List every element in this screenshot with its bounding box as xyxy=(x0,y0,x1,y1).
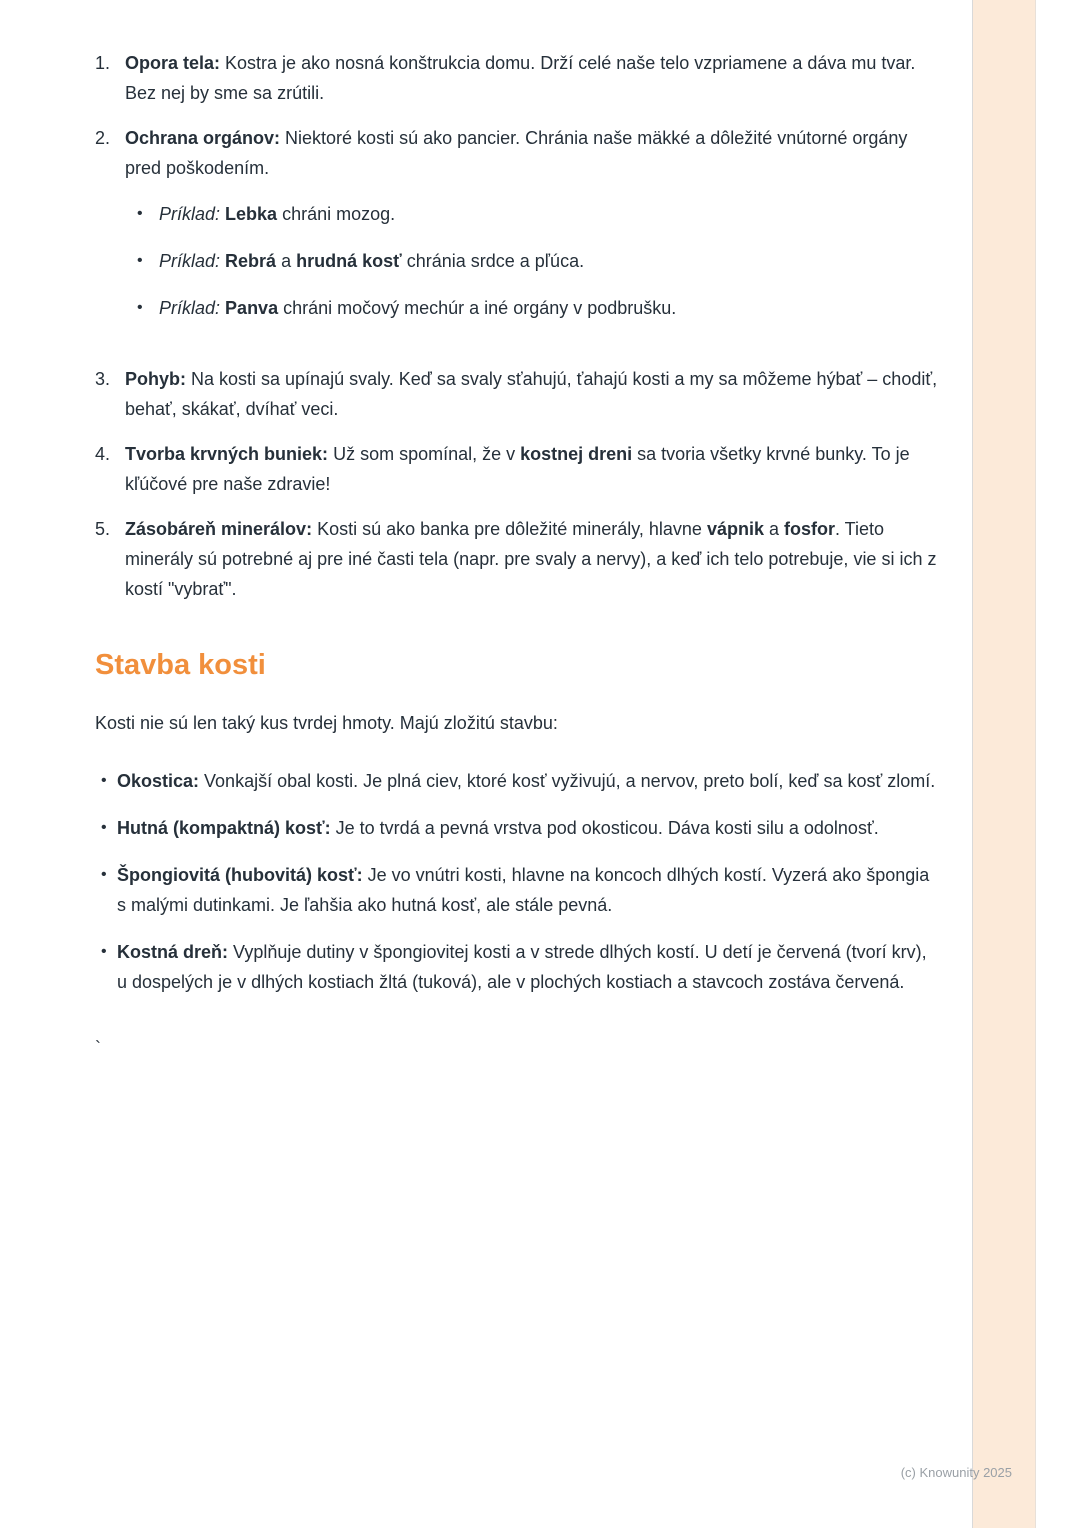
item-text: Okostica: Vonkajší obal kosti. Je plná ciev, ktoré kosť vyživujú, a nervov, preto bolí, keď sa kosť zlomí. xyxy=(117,771,936,791)
stray-character: ` xyxy=(95,1038,101,1058)
item-text: Pohyb: Na kosti sa upínajú svaly. Keď sa svaly sťahujú, ťahajú kosti a my sa môžeme hýbať – chodiť, behať, skákať, dvíhať veci. xyxy=(125,369,938,419)
bullet-icon: • xyxy=(101,819,107,836)
sub-list-item xyxy=(137,199,940,229)
list-item xyxy=(95,937,940,997)
footer-credit: (c) Knowunity 2025 xyxy=(900,1465,1012,1480)
list-item xyxy=(95,860,940,920)
list-item xyxy=(95,123,940,340)
sub-item-text: Príklad: Panva chráni močový mechúr a iné orgány v podbrušku. xyxy=(159,298,677,318)
sub-list-item xyxy=(137,246,940,276)
item-text: Opora tela: Kostra je ako nosná konštrukcia domu. Drží celé naše telo vzpriamene a dáva mu tvar. Bez nej by sme sa zrútili. xyxy=(125,53,916,103)
item-text xyxy=(125,123,940,340)
item-number: 2. xyxy=(95,128,111,148)
item-number: 3. xyxy=(95,369,111,389)
sub-list-item xyxy=(137,293,940,323)
item-number: 1. xyxy=(95,53,111,73)
item-number: 4. xyxy=(95,444,111,464)
bullet-icon: • xyxy=(137,252,143,269)
bullet-icon: • xyxy=(101,772,107,789)
section-heading: Stavba kosti xyxy=(95,649,266,681)
bullet-icon: • xyxy=(101,943,107,960)
bullet-icon: • xyxy=(101,866,107,883)
sub-bullet-list xyxy=(137,199,940,323)
item-text: Špongiovitá (hubovitá) kosť: Je vo vnútri kosti, hlavne na koncoch dlhých kostí. Vyzerá ako špongia s malými dutinkami. Je ľahšia ako hutná kosť, ale stále pevná. xyxy=(117,865,930,915)
sub-item-text: Príklad: Rebrá a hrudná kosť chránia srdce a pľúca. xyxy=(159,251,585,271)
list-item xyxy=(95,364,940,424)
bullet-list xyxy=(95,766,940,997)
item-text: Tvorba krvných buniek: Už som spomínal, že v kostnej dreni sa tvoria všetky krvné bunky. To je kľúčové pre naše zdravie! xyxy=(125,444,910,494)
list-item xyxy=(95,439,940,499)
item-number: 5. xyxy=(95,519,111,539)
item-text-runs: Ochrana orgánov: Niektoré kosti sú ako pancier. Chránia naše mäkké a dôležité vnútorné orgány pred poškodením. xyxy=(125,128,908,178)
list-item xyxy=(95,766,940,796)
numbered-list xyxy=(95,48,940,604)
sub-item-text: Príklad: Lebka chráni mozog. xyxy=(159,204,396,224)
item-text: Zásobáreň minerálov: Kosti sú ako banka pre dôležité minerály, hlavne vápnik a fosfor. Tieto minerály sú potrebné aj pre iné časti tela (napr. pre svaly a nervy), a keď ich telo potrebuje, vie si ich z kostí "vybrať". xyxy=(125,519,937,599)
bullet-icon: • xyxy=(137,205,143,222)
item-text: Hutná (kompaktná) kosť: Je to tvrdá a pevná vrstva pod okosticou. Dáva kosti silu a odolnosť. xyxy=(117,818,879,838)
list-item xyxy=(95,813,940,843)
intro-paragraph: Kosti nie sú len taký kus tvrdej hmoty. Majú zložitú stavbu: xyxy=(95,713,558,733)
item-text: Kostná dreň: Vyplňuje dutiny v špongiovitej kosti a v strede dlhých kostí. U detí je červená (tvorí krv), u dospelých je v dlhých kostiach žltá (tuková), ale v plochých kostiach a stavcoch zostáva červená. xyxy=(117,942,927,992)
side-stripe xyxy=(972,0,1036,1528)
document-content xyxy=(95,48,940,1063)
list-item xyxy=(95,514,940,604)
bullet-icon: • xyxy=(137,299,143,316)
list-item xyxy=(95,48,940,108)
